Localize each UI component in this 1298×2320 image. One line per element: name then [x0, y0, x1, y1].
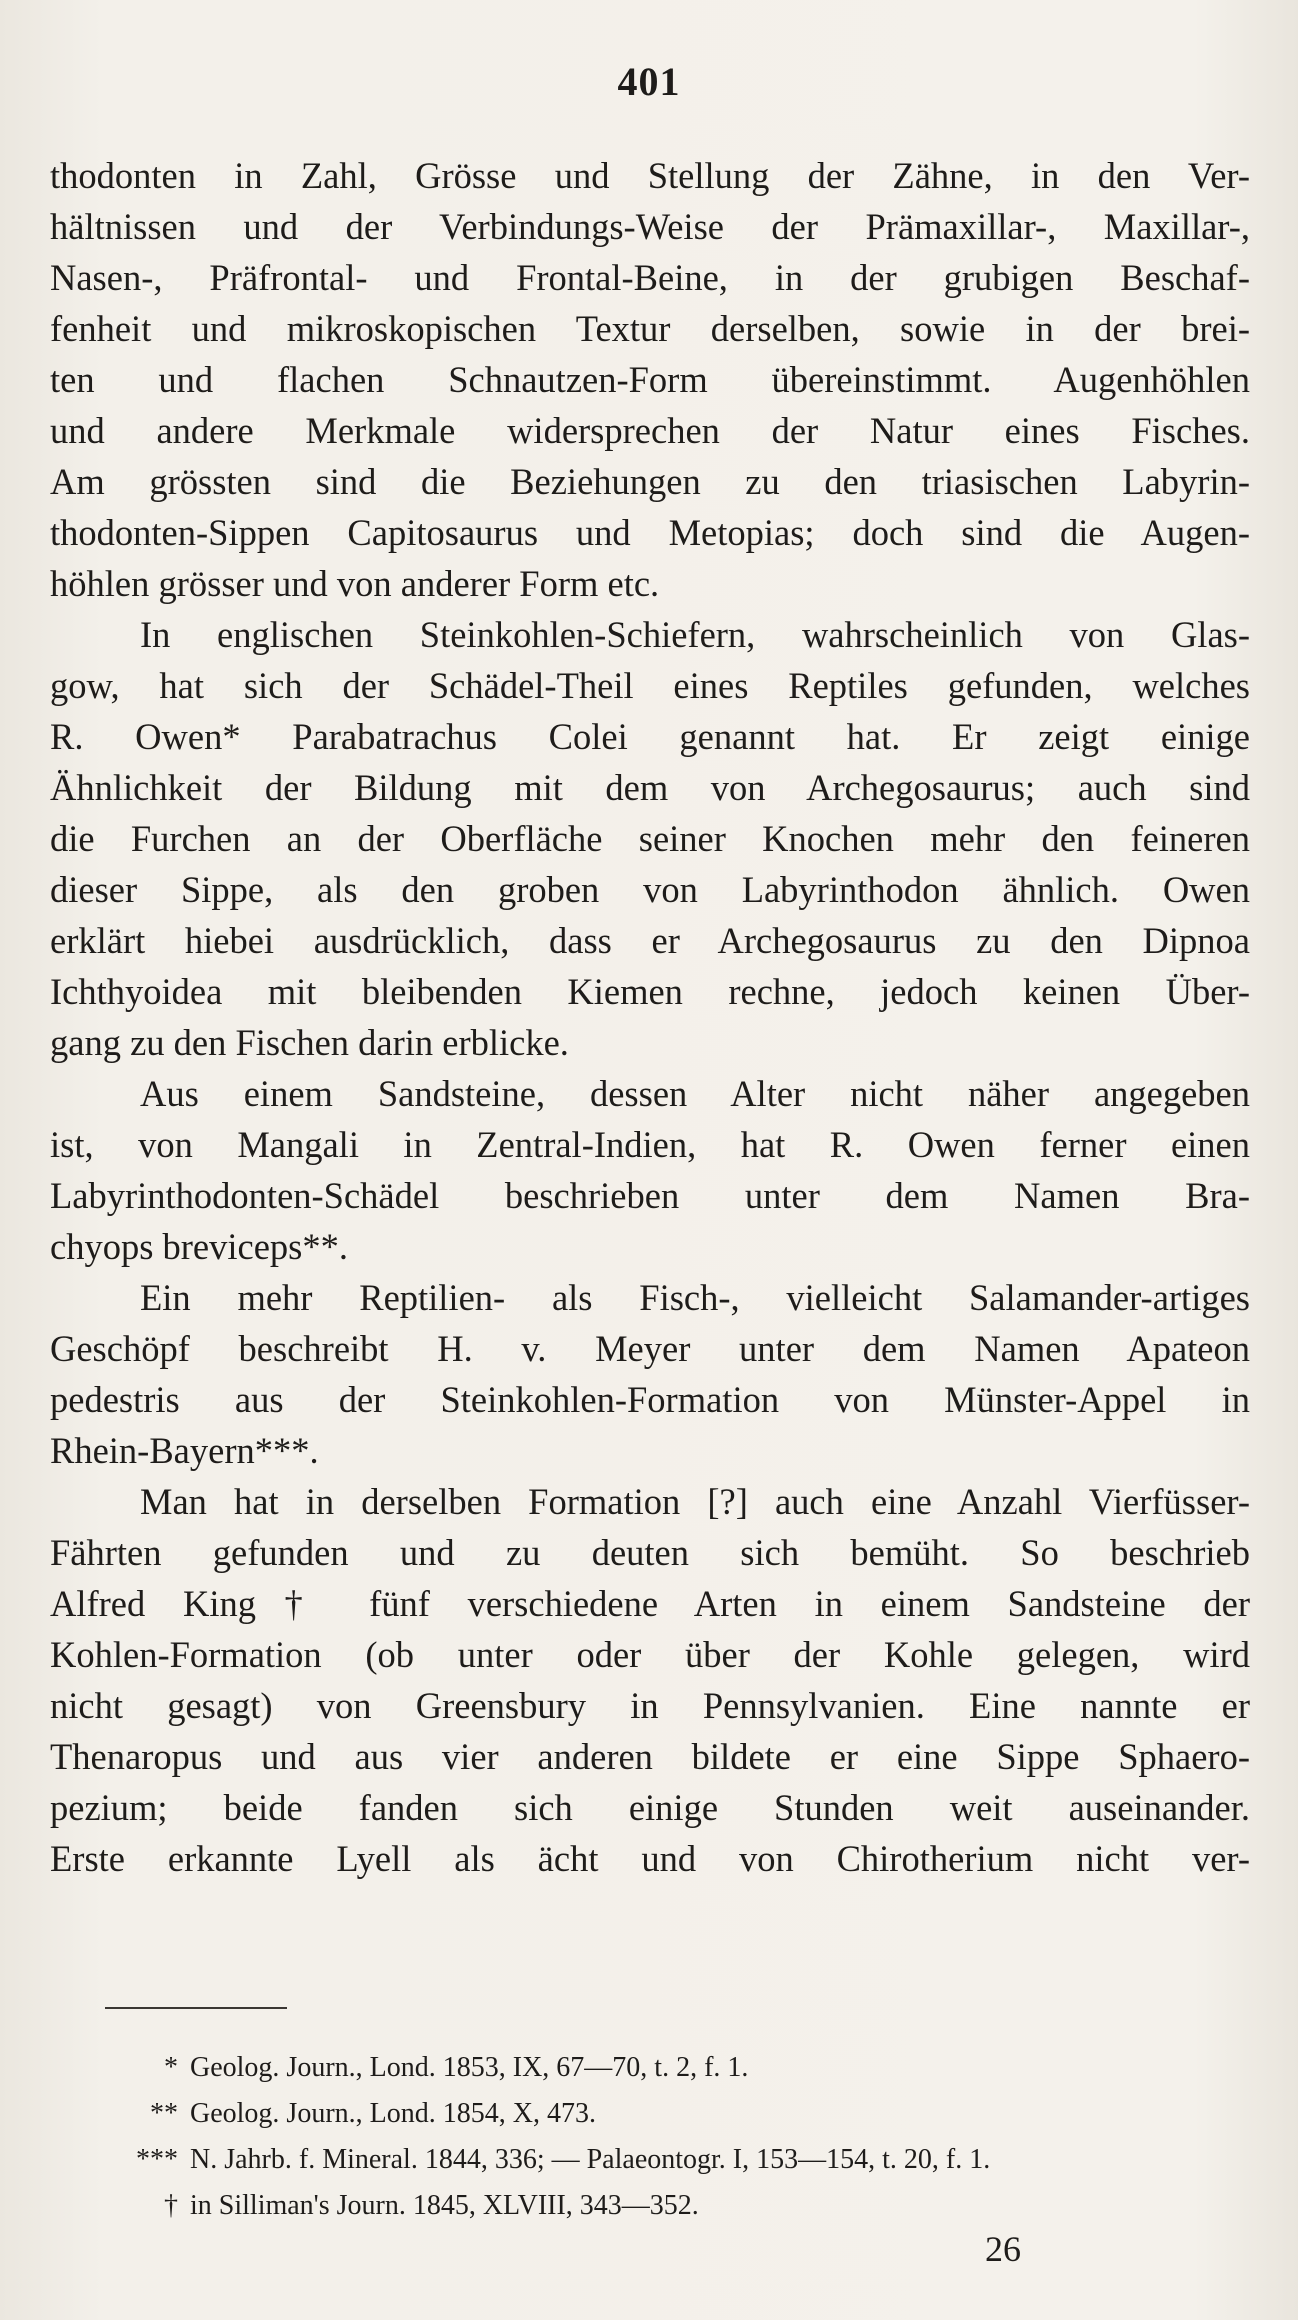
text-line: Man hat in derselben Formation [?] auch eine Anzahl Vierfüsser-	[140, 1481, 1250, 1522]
text-line: nicht gesagt) von Greensbury in Pennsylvanien. Eine nannte er	[50, 1685, 1250, 1726]
text-line: Nasen-, Präfrontal- und Frontal-Beine, in der grubigen Beschaf-	[50, 257, 1250, 298]
text-line: fenheit und mikroskopischen Textur derselben, sowie in der brei-	[50, 308, 1250, 349]
footnote-text: Geolog. Journ., Lond. 1853, IX, 67—70, t. 2, f. 1.	[190, 2052, 749, 2083]
footnote	[0, 2137, 1298, 2183]
text-line: Geschöpf beschreibt H. v. Meyer unter dem Namen Apateon	[50, 1328, 1250, 1369]
text-line: gow, hat sich der Schädel-Theil eines Reptiles gefunden, welches	[50, 665, 1250, 706]
text-line: pezium; beide fanden sich einige Stunden weit auseinander.	[50, 1787, 1250, 1828]
footnote	[0, 2045, 1298, 2091]
text-line: Thenaropus und aus vier anderen bildete er eine Sippe Sphaero-	[50, 1736, 1250, 1777]
text-line: ten und flachen Schnautzen-Form übereinstimmt. Augenhöhlen	[50, 359, 1250, 400]
footnote-text: Geolog. Journ., Lond. 1854, X, 473.	[190, 2098, 596, 2129]
text-line: pedestris aus der Steinkohlen-Formation von Münster-Appel in	[50, 1379, 1250, 1420]
text-line: thodonten in Zahl, Grösse und Stellung der Zähne, in den Ver-	[50, 155, 1250, 196]
footnote-mark: †	[164, 2190, 178, 2221]
footnote-text: N. Jahrb. f. Mineral. 1844, 336; — Palaeontogr. I, 153—154, t. 20, f. 1.	[190, 2144, 991, 2175]
signature-mark: 26	[985, 2229, 1021, 2269]
text-line: chyops breviceps**.	[50, 1226, 349, 1267]
text-line: Ähnlichkeit der Bildung mit dem von Archegosaurus; auch sind	[50, 767, 1250, 808]
footnote-mark: ***	[136, 2144, 178, 2175]
footnote-divider	[105, 2007, 287, 2009]
text-line: In englischen Steinkohlen-Schiefern, wahrscheinlich von Glas-	[140, 614, 1250, 655]
text-line: Alfred King† fünf verschiedene Arten in einem Sandsteine der	[50, 1583, 1250, 1624]
text-line: ist, von Mangali in Zentral-Indien, hat R. Owen ferner einen	[50, 1124, 1250, 1165]
text-line: die Furchen an der Oberfläche seiner Knochen mehr den feineren	[50, 818, 1250, 859]
footnotes	[0, 2045, 1298, 2229]
text-line: höhlen grösser und von anderer Form etc.	[50, 563, 660, 604]
text-line: erklärt hiebei ausdrücklich, dass er Archegosaurus zu den Dipnoa	[50, 920, 1250, 961]
footnote-mark: **	[150, 2098, 178, 2129]
text-line: Am grössten sind die Beziehungen zu den triasischen Labyrin-	[50, 461, 1250, 502]
text-line: Ichthyoidea mit bleibenden Kiemen rechne, jedoch keinen Über-	[50, 971, 1250, 1012]
text-line: Labyrinthodonten-Schädel beschrieben unter dem Namen Bra-	[50, 1175, 1250, 1216]
text-line: Rhein-Bayern***.	[50, 1430, 319, 1471]
body-text	[50, 150, 1250, 1884]
text-line: Fährten gefunden und zu deuten sich bemüht. So beschrieb	[50, 1532, 1250, 1573]
text-line: Kohlen-Formation (ob unter oder über der Kohle gelegen, wird	[50, 1634, 1250, 1675]
footnote	[0, 2091, 1298, 2137]
text-line: und andere Merkmale widersprechen der Natur eines Fisches.	[50, 410, 1250, 451]
text-line: R. Owen* Parabatrachus Colei genannt hat. Er zeigt einige	[50, 716, 1250, 757]
text-line: Aus einem Sandsteine, dessen Alter nicht näher angegeben	[140, 1073, 1250, 1114]
footnote-mark: *	[164, 2052, 178, 2083]
text-line: hältnissen und der Verbindungs-Weise der Prämaxillar-, Maxillar-,	[50, 206, 1250, 247]
footnote-text: in Silliman's Journ. 1845, XLVIII, 343—352.	[190, 2190, 699, 2221]
text-line: thodonten-Sippen Capitosaurus und Metopias; doch sind die Augen-	[50, 512, 1250, 553]
page-number: 401	[617, 59, 681, 104]
text-line: Ein mehr Reptilien- als Fisch-, vielleicht Salamander-artiges	[140, 1277, 1250, 1318]
text-line: gang zu den Fischen darin erblicke.	[50, 1022, 569, 1063]
text-line: dieser Sippe, als den groben von Labyrinthodon ähnlich. Owen	[50, 869, 1250, 910]
text-line: Erste erkannte Lyell als ächt und von Chirotherium nicht ver-	[50, 1838, 1250, 1879]
footnote	[0, 2183, 1298, 2229]
